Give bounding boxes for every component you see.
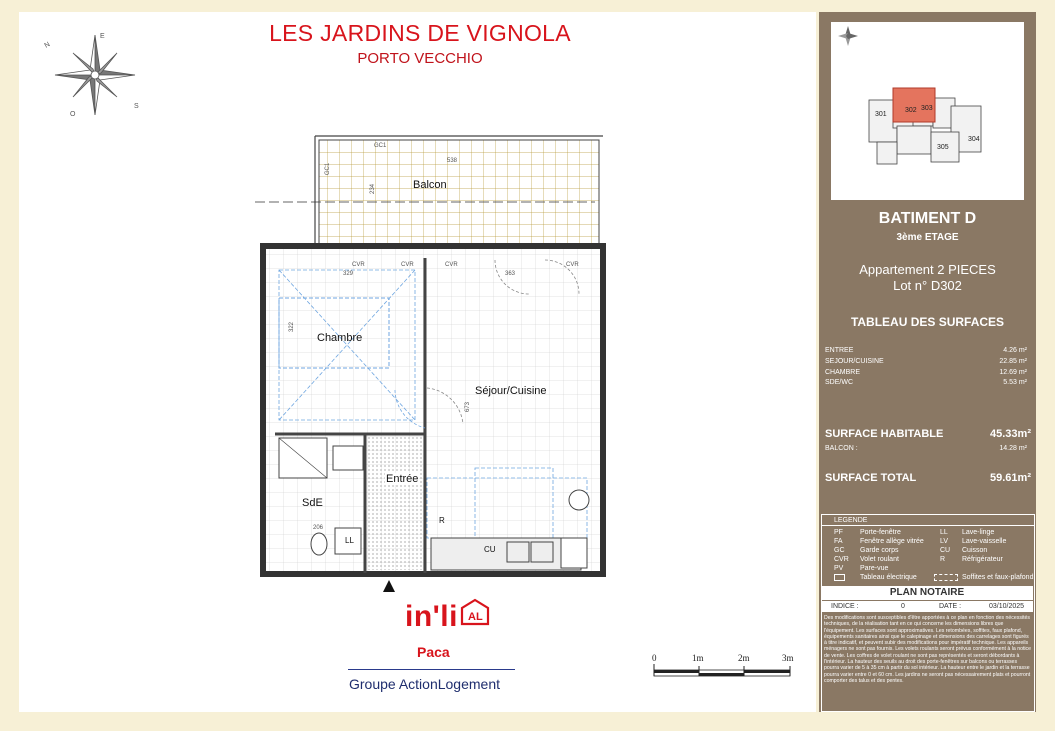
mini-compass-icon	[838, 26, 858, 46]
scale-bar	[650, 653, 800, 685]
logo-group: Groupe ActionLogement	[349, 676, 500, 692]
dim-sde-w: 206	[313, 525, 324, 531]
room-label-sejour: Séjour/Cuisine	[475, 385, 547, 397]
legend-text: Porte-fenêtre	[860, 529, 901, 536]
legend-code: PF	[834, 529, 843, 536]
al-badge-icon	[460, 598, 490, 626]
legend-title: LEGENDE	[834, 517, 868, 524]
inli-logo: in'li	[405, 600, 458, 633]
info-sidebar: 301 302 303 304 305 BATIMENT D 3ème ETAGE Appartement 2 PIECES Lot n° D302 TABLEAU DES SURFACES ENTREE 4.26 m² SEJOUR/CUISINE 22.85 m² CHAMBRE 12.69 m² SDE/WC 5.53 m² SURFACE HABITABLE 45.33m² BALCON : 14.28 m² SURFACE TOTAL 59.61m² LEGENDE PF Porte-fenêtre FA Fenêtre allège vitrée GC Garde corps CVR Volet roulant PV Pare-vue Tableau électrique LL Lave-linge LV Lave-vaisselle CU Cuisson R Réfrigérateur Soffites et faux-plafond PLAN NOTAIRE INDICE : 0 DATE : 03/10/2025 Des modifications sont susceptibles d'être apportées à ce plan en fonction des nécessités techniques, de la réalisation tant en ce qui concerne les dimensions libres que l'équipement. Les surfaces sont approximatives. Les retombées, soffites, faux plafond, équipements sanitaires ainsi que le calepinage et dimensions des carrelages sont figurés à titre indicatif, et peuvent subir des modifications pour impératif technique. Les appareils ménagers ne sont pas fournis. Les volets roulants seront prévus conformément à la notice de vente. Les coffres de volet roulant ne sont pas représentés et seront débordants à l'intérieur. La hauteur des seuils au droit des porte-fenêtres sur balcons ou terrasses pourra varier de 5 à 35 cm à partir du sol intérieur. La hauteur entre le jardin et la terrasse pourra varier entre 0 et 60 cm. Les jardins ne seront pas nécessairement plats et pourront comporter des talus et des pentes.	[819, 12, 1036, 712]
legend-text: Volet roulant	[860, 556, 899, 563]
balcony-area	[319, 140, 599, 246]
gc-label: GC1	[374, 143, 387, 149]
legend-code: GC	[834, 547, 845, 554]
project-title: LES JARDINS DE VIGNOLA	[269, 20, 571, 46]
legend-text: Cuisson	[962, 547, 988, 554]
etage-label: 3ème ETAGE	[896, 232, 959, 243]
building-key-plan	[831, 22, 1024, 200]
scale-label: 0	[652, 653, 657, 663]
svg-text:AL: AL	[468, 611, 483, 623]
dim-sejour-w: 363	[505, 271, 516, 277]
cvr-label: CVR	[566, 262, 579, 268]
svg-text:N: N	[43, 41, 52, 50]
fixture-cu: CU	[484, 545, 496, 554]
legend-text: Pare-vue	[860, 565, 889, 572]
legend-code: CVR	[834, 556, 849, 563]
project-subtitle: PORTO VECCHIO	[357, 50, 483, 67]
disclaimer-text: Des modifications sont susceptibles d'être apportées à ce plan en fonction des nécessités techniques, de la réalisation tant en ce qui concerne les dimensions libres que l'équipement. Les surfaces sont approximatives. Les retombées, soffites, faux plafond, équipements sanitaires ainsi que le calepinage et dimensions des carrelages sont figurés à titre indicatif, et peuvent subir des modifications pour impératif technique. Les appareils ménagers ne sont pas fournis. Les volets roulants seront prévus conformément à la notice de vente. Les coffres de volet roulant ne sont pas représentés et seront débordants à l'intérieur. La hauteur des seuils au droit des porte-fenêtres sur balcons ou terrasses pourra varier de 5 à 35 cm à partir du sol intérieur. La hauteur entre le jardin et la terrasse pourra varier entre 0 et 60 cm. Les jardins ne seront pas nécessairement plats et pourront comporter des talus et des pentes.	[824, 615, 1032, 684]
dim-chambre-w: 329	[343, 271, 354, 277]
legend-text: Tableau électrique	[860, 574, 917, 581]
svg-text:301: 301	[875, 111, 887, 118]
room-label-sde: SdE	[302, 497, 323, 509]
svg-text:302: 302	[905, 107, 917, 114]
lot-number: Lot n° D302	[893, 278, 962, 293]
legend-code: R	[940, 556, 946, 563]
legend-text: Réfrigérateur	[962, 556, 1003, 563]
logo-divider	[348, 669, 515, 670]
batiment-label: BATIMENT D	[878, 210, 977, 227]
dim-chambre-h: 322	[289, 321, 296, 333]
electrical-panel-icon	[834, 574, 854, 580]
legend-code: LV	[940, 538, 949, 545]
fixture-ll: LL	[345, 536, 354, 545]
dim-sejour-h: 673	[465, 401, 472, 413]
appartement-type: Appartement 2 PIECES	[859, 262, 996, 277]
entree-floor	[367, 436, 423, 570]
fixture-r: R	[439, 516, 445, 525]
floor-plan	[255, 128, 615, 598]
surfaces-table-title: TABLEAU DES SURFACES	[850, 315, 1005, 329]
indice-row: INDICE : 0 DATE : 03/10/2025	[821, 601, 1033, 612]
legend-code: PV	[834, 565, 844, 572]
legend-text: Garde corps	[860, 547, 899, 554]
cvr-label: CVR	[352, 262, 365, 268]
legend-text: Lave-vaisselle	[962, 538, 1007, 545]
room-label-entree: Entrée	[386, 473, 419, 485]
legend-text: Soffites et faux-plafond	[962, 574, 1034, 581]
cvr-label: CVR	[445, 262, 458, 268]
room-label-balcon: Balcon	[413, 179, 447, 191]
legend-text: Fenêtre allège vitrée	[860, 538, 924, 545]
scale-label: 3m	[782, 653, 794, 663]
svg-text:E: E	[100, 33, 105, 40]
cvr-label: CVR	[401, 262, 414, 268]
svg-text:O: O	[70, 111, 76, 118]
svg-text:S: S	[134, 103, 139, 110]
legend-code: FA	[834, 538, 843, 545]
gc-label-side: GC1	[325, 162, 332, 176]
scale-label: 2m	[738, 653, 750, 663]
dim-balcon-h: 234	[370, 183, 377, 195]
legend-code: CU	[940, 547, 951, 554]
legend-text: Lave-linge	[962, 529, 995, 536]
svg-text:304: 304	[968, 136, 980, 143]
dim-balcon-w: 538	[447, 158, 458, 164]
logo-region: Paca	[417, 644, 450, 660]
scale-label: 1m	[692, 653, 704, 663]
plan-notaire-title: PLAN NOTAIRE	[821, 586, 1033, 600]
room-label-chambre: Chambre	[317, 332, 363, 344]
soffite-icon	[934, 574, 958, 583]
legend-code: LL	[940, 529, 948, 536]
svg-text:303: 303	[921, 105, 933, 112]
svg-text:305: 305	[937, 144, 949, 151]
compass-icon	[40, 30, 150, 120]
